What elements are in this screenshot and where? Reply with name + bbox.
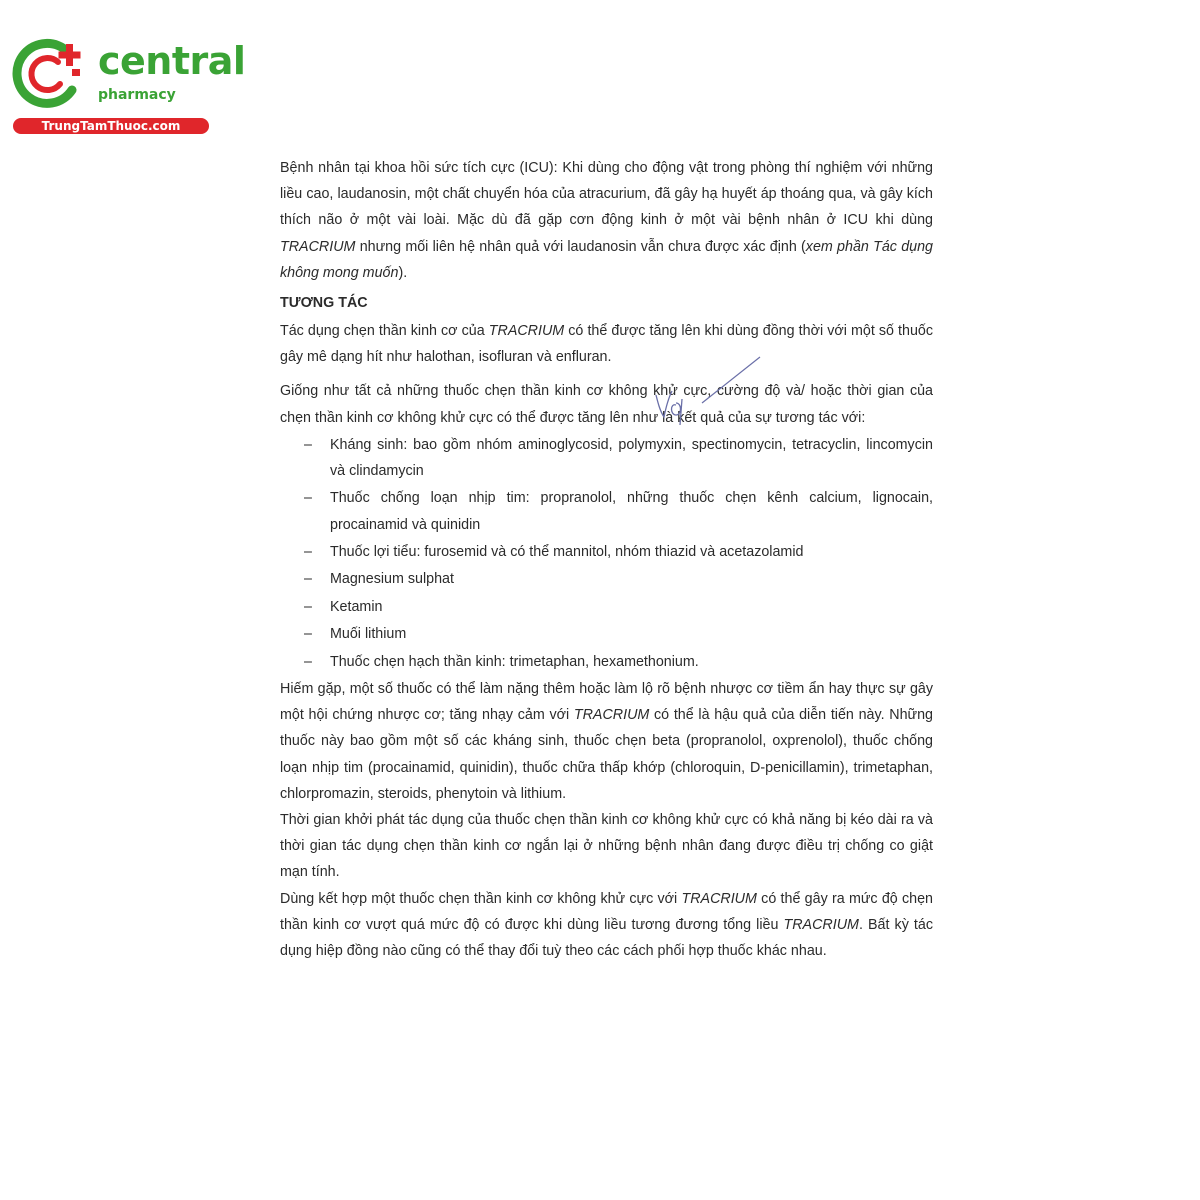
- handwritten-signature: [640, 355, 770, 435]
- list-dash: –: [304, 653, 312, 670]
- interaction-list: [280, 432, 933, 675]
- section-heading-interactions: TƯƠNG TÁC: [280, 295, 368, 312]
- central-pharmacy-logo[interactable]: [10, 38, 246, 138]
- central-logo-icon: [10, 38, 92, 108]
- logo-website-url[interactable]: TrungTamThuoc.com: [13, 118, 209, 134]
- list-dash: –: [304, 544, 312, 561]
- paragraph-nondepolarizing: Giống như tất cả những thuốc chẹn thần kinh cơ không khử cực, cường độ và/ hoặc thời gian của chẹn thần kinh cơ không khử cực có thể được tăng lên như là kết quả của sự tương tác với:: [280, 383, 933, 426]
- drug-name: TRACRIUM: [488, 323, 565, 340]
- list-dash: –: [304, 490, 312, 507]
- paragraph-anesthetics: Tác dụng chẹn thần kinh cơ của TRACRIUM có thể được tăng lên khi dùng đồng thời với một số thuốc gây mê dạng hít như halothan, isofluran và enfluran.: [280, 323, 934, 366]
- list-item: – Muối lithium: [280, 621, 933, 647]
- paragraph-anticonvulsant: Thời gian khởi phát tác dụng của thuốc chẹn thần kinh cơ không khử cực có khả năng bị kéo dài ra và thời gian tác dụng chẹn thần kinh cơ ngắn lại ở những bệnh nhân đang được điều trị chống co giật mạn tính.: [280, 811, 933, 881]
- logo-brand-name: central: [98, 39, 246, 83]
- paragraph-combination: Dùng kết hợp một thuốc chẹn thần kinh cơ không khử cực với TRACRIUM có thể gây ra mức độ chẹn thần kinh cơ vượt quá mức độ có được khi dùng liều tương đương tổng liều TRACRIUM. Bất kỳ tác dụng hiệp đồng nào cũng có thể thay đổi tuỳ theo các cách phối hợp thuốc khác nhau.: [280, 890, 933, 959]
- list-item: – Thuốc chống loạn nhịp tim: propranolol, những thuốc chẹn kênh calcium, lignocain, procainamid và quinidin: [280, 485, 933, 537]
- list-item: – Ketamin: [280, 594, 933, 620]
- drug-name: TRACRIUM: [783, 916, 859, 933]
- list-dash: –: [304, 571, 312, 588]
- list-item: – Kháng sinh: bao gồm nhóm aminoglycosid, polymyxin, spectinomycin, tetracyclin, lincomycin và clindamycin: [280, 432, 933, 484]
- list-dash: –: [304, 598, 312, 615]
- list-item: – Thuốc chẹn hạch thần kinh: trimetaphan, hexamethonium.: [280, 649, 933, 675]
- logo-brand-sub: pharmacy: [98, 87, 176, 103]
- list-dash: –: [304, 626, 312, 643]
- cross-reference: xem phần Tác dụng không mong muốn: [280, 238, 933, 281]
- drug-name: TRACRIUM: [681, 890, 757, 907]
- drug-name: TRACRIUM: [573, 707, 650, 724]
- list-dash: –: [304, 436, 312, 453]
- list-item: – Magnesium sulphat: [280, 566, 933, 592]
- drug-name: TRACRIUM: [280, 238, 356, 255]
- list-item: – Thuốc lợi tiểu: furosemid và có thể mannitol, nhóm thiazid và acetazolamid: [280, 539, 933, 565]
- paragraph-myasthenia: Hiếm gặp, một số thuốc có thể làm nặng thêm hoặc làm lộ rõ bệnh nhược cơ tiềm ẩn hay thực sự gây một hội chứng nhược cơ; tăng nhạy cảm với TRACRIUM có thể là hậu quả của diễn tiến này. Những thuốc này bao gồm một số các kháng sinh, thuốc chẹn beta (propranolol, oxprenolol), thuốc chống loạn nhịp tim (procainamid, quinidin), thuốc chữa thấp khớp (chloroquin, D-penicillamin), trimetaphan, chlorpromazin, steroids, phenytoin và lithium.: [280, 680, 934, 802]
- paragraph-icu: Bệnh nhân tại khoa hồi sức tích cực (ICU): Khi dùng cho động vật trong phòng thí nghiệm với những liều cao, laudanosin, một chất chuyển hóa của atracurium, đã gây hạ huyết áp thoáng qua, và gây kích thích não ở một vài loài. Mặc dù đã gặp cơn động kinh ở một vài bệnh nhân ở ICU khi dùng TRACRIUM nhưng mối liên hệ nhân quả với laudanosin vẫn chưa được xác định (xem phần Tác dụng không mong muốn).: [280, 160, 933, 281]
- document-body: [280, 155, 933, 964]
